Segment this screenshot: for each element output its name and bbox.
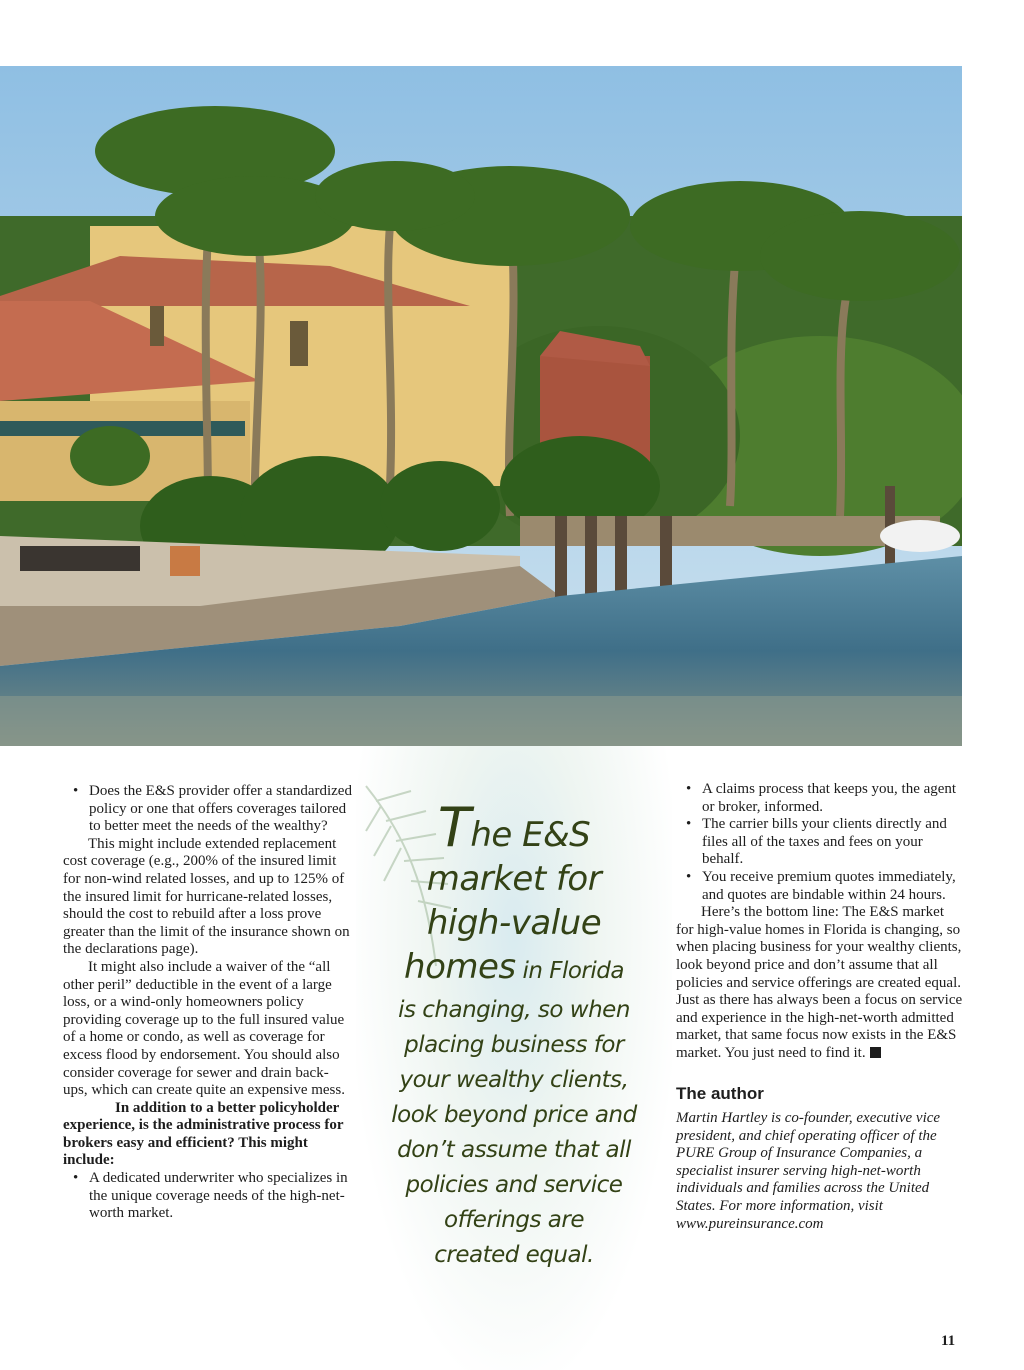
pull-quote-line: don’t assume that all xyxy=(397,1137,631,1163)
right-bullets xyxy=(676,781,964,904)
list-item: • A claims process that keeps you, the agent or broker, informed. xyxy=(676,781,964,816)
end-of-article-icon xyxy=(870,1047,881,1058)
pull-quote-line: offerings are xyxy=(444,1207,584,1233)
list-item: • You receive premium quotes immediately, and quotes are bindable within 24 hours. xyxy=(676,869,964,904)
waterfront-mansion-photo xyxy=(0,66,962,746)
author-bio: Martin Hartley is co-founder, executive vice president, and chief operating officer of the PURE Group of Insurance Companies, a specialist insurer serving high-net-worth individuals and families across the United States. For more information, visit www.pureinsurance.com xyxy=(676,1110,941,1232)
left-bullets-2 xyxy=(63,1170,353,1223)
list-item: • A dedicated underwriter who specializes in the unique coverage needs of the high-net-worth market. xyxy=(63,1170,353,1223)
pull-quote xyxy=(374,796,654,1273)
page-number: 11 xyxy=(941,1333,956,1349)
pull-quote-line: high-value xyxy=(426,903,602,943)
pull-quote-line: policies and service xyxy=(405,1172,623,1198)
body-paragraph: It might also include a waiver of the “all other peril” deductible in the event of a large loss, or a wind-only homeowners policy providing coverage up to the full insured value of a home or condo, as well as coverage for excess flood by endorsement. You should also consider coverage for sewer and drain back-ups, which can create quite an expensive mess. xyxy=(63,958,345,1099)
list-item: • The carrier bills your clients directly and files all of the taxes and fees on your behalf. xyxy=(676,816,964,869)
pull-quote-line: your wealthy clients, xyxy=(399,1067,629,1093)
body-paragraph: This might include extended replacement cost coverage (e.g., 200% of the insured limit for non-wind related losses, and up to 125% of the insured limit for hurricane-related losses, should the cost to rebuild after a loss prove greater than the limit of the insurance shown on the declarations page). xyxy=(63,835,350,958)
left-column xyxy=(63,783,353,1223)
pull-quote-line: he E&S xyxy=(470,815,591,855)
pull-quote-dropcap: T xyxy=(437,796,471,859)
pull-quote-line: in Florida xyxy=(515,958,624,984)
pull-quote-line: homes xyxy=(404,947,516,987)
pull-quote-line: created equal. xyxy=(434,1242,594,1268)
pull-quote-line: look beyond price and xyxy=(391,1102,637,1128)
pull-quote-line: placing business for xyxy=(404,1032,624,1058)
bold-question: In addition to a better policyholder experience, is the administrative process for brokers easy and efficient? This might include: xyxy=(63,1099,344,1169)
pull-quote-line: is changing, so when xyxy=(398,997,630,1023)
author-heading: The author xyxy=(676,1083,764,1103)
list-item: • Does the E&S provider offer a standardized policy or one that offers coverages tailored to better meet the needs of the wealthy? xyxy=(63,783,353,836)
pull-quote-line: market for xyxy=(426,859,602,899)
left-bullets xyxy=(63,783,353,836)
body-paragraph xyxy=(676,904,964,1062)
right-column xyxy=(676,781,964,1233)
bottom-line-text: Here’s the bottom line: The E&S market for high-value homes in Florida is changing, so when placing business for your wealthy clients, look beyond price and don’t assume that all policies and service offerings are created equal. Just as there has always been a focus on service and experience in the high-net-worth admitted market, that same focus now exists in the E&S market. You just need to find it. xyxy=(676,904,963,1061)
